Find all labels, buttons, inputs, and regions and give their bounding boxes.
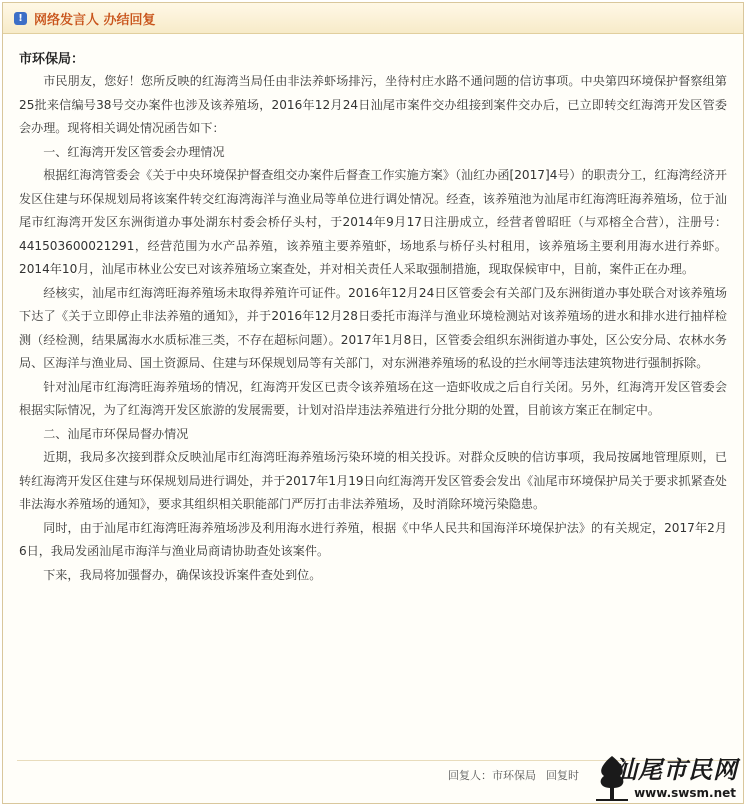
reply-paragraph: 下来，我局将加强督办，确保该投诉案件查处到位。 (43, 567, 322, 582)
reply-panel (2, 2, 744, 804)
panel-header (3, 3, 743, 34)
replier-label: 回复人：市环保局 (448, 769, 536, 782)
reply-paragraph: 根据红海湾管委会《关于中央环境保护督查组交办案件后督查工作实施方案》（汕红办函[2017]4号）的职责分工，红海湾经济开发区住建与环保规划局将该案件转交红海湾海洋与渔业局等单位进行调处情况。经查，该养殖池为汕尾市红海湾旺海养殖场，位于汕尾市红海湾开发区东洲街道办事处湖东村委会桥仔头村，于2014年9月17日注册成立，经营者曾昭旺（与邓榕全合营），注册号：441503600021291，经营范围为水产品养殖，该养殖主要养殖虾，场地系与桥仔头村租用，该养殖场主要利用海水进行养虾。2014年10月，汕尾市林业公安已对该养殖场立案查处，并对相关责任人采取强制措施，现取保候审中，目前，案件正在办理。 (19, 168, 727, 276)
watermark-logo-text: 汕尾市民网 (613, 755, 738, 784)
info-icon: ! (14, 12, 27, 25)
panel-title: 网络发言人 办结回复 (34, 12, 156, 28)
reply-paragraph: 市民朋友，您好！您所反映的红海湾当局任由非法养虾场排污，坐待村庄水路不通问题的信访事项。中央第四环境保护督察组第25批来信编号38号交办案件也涉及该养殖场，2016年12月24日汕尾市案件交办组接到案件交办后，已立即转交红海湾开发区管委会办理。现将相关调处情况函告如下： (19, 74, 727, 135)
reply-paragraph: 针对汕尾市红海湾旺海养殖场的情况，红海湾开发区已责令该养殖场在这一造虾收成之后自行关闭。另外，红海湾开发区管委会根据实际情况，为了红海湾开发区旅游的发展需要，计划对沿岸违法养殖进行分批分期的处置，目前该方案正在制定中。 (19, 379, 727, 417)
reply-paragraph: 同时，由于汕尾市红海湾旺海养殖场涉及利用海水进行养殖，根据《中华人民共和国海洋环境保护法》的有关规定，2017年2月6日，我局发函汕尾市海洋与渔业局商请协助查处该案件。 (19, 520, 727, 558)
watermark-url: www.swsm.net (634, 786, 736, 800)
site-watermark (592, 750, 742, 802)
addressee: 市环保局： (19, 52, 85, 67)
section-heading: 二、汕尾市环保局督办情况 (43, 426, 189, 441)
reply-paragraph: 近期，我局多次接到群众反映汕尾市红海湾旺海养殖场污染环境的相关投诉。对群众反映的信访事项，我局按属地管理原则，已转红海湾开发区住建与环保规划局进行调处，并于2017年1月19日向红海湾开发区管委会发出《汕尾市环境保护局关于要求抓紧查处非法海水养殖场的通知》，要求其组织相关职能部门严厉打击非法养殖场，及时消除环境污染隐患。 (19, 450, 727, 511)
reply-time-label: 回复时 (546, 769, 579, 782)
reply-paragraph: 经核实，汕尾市红海湾旺海养殖场未取得养殖许可证件。2016年12月24日区管委会有关部门及东洲街道办事处联合对该养殖场下达了《关于立即停止非法养殖的通知》，并于2016年12月28日委托市海洋与渔业环境检测站对该养殖场的进水和排水进行抽样检测（经检测，结果属海水水质标准三类，不存在超标问题）。2017年1月8日，区管委会组织东洲街道办事处，区公安分局、农林水务局、区海洋与渔业局、国土资源局、住建与环保规划局等有关部门，对东洲港养殖场的私设的拦水闸等违法建筑物进行强制拆除。 (19, 285, 727, 370)
section-heading: 一、红海湾开发区管委会办理情况 (43, 144, 225, 159)
reply-content (3, 34, 743, 587)
